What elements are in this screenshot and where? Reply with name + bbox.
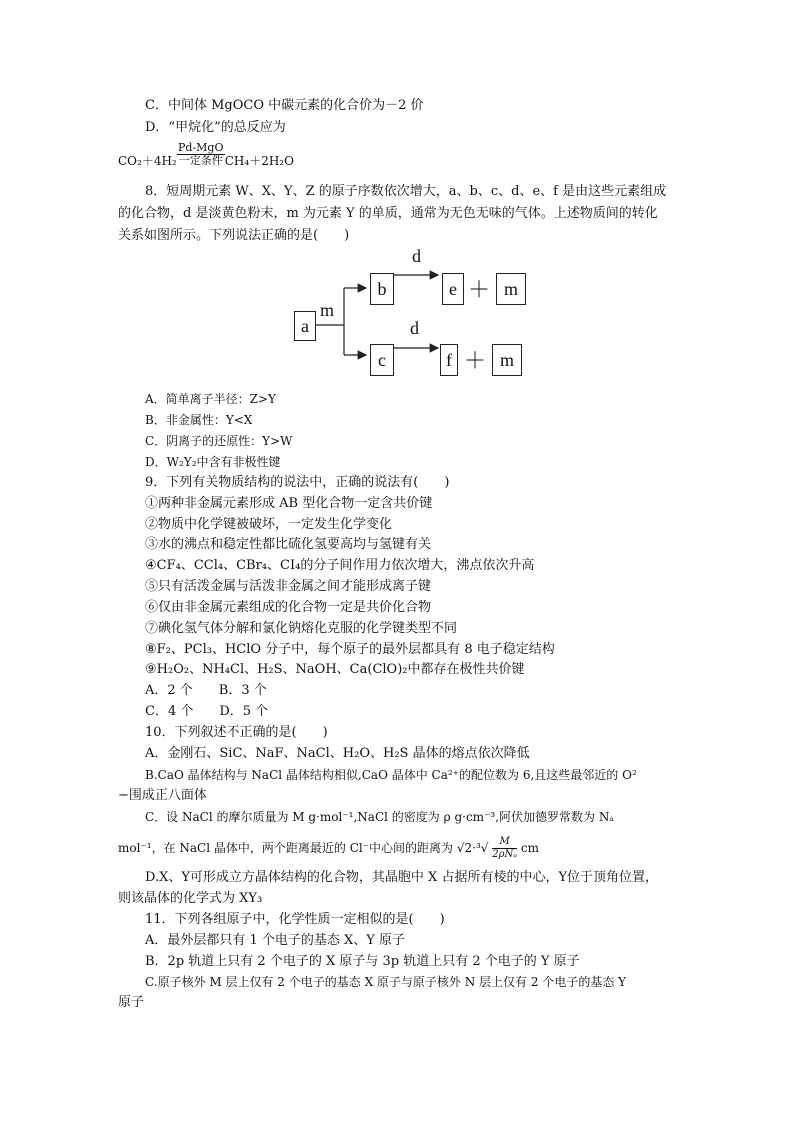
q9-item: ⑧F₂、PCl₃、HClO 分子中，每个原子的最外层都具有 8 电子稳定结构 xyxy=(145,642,555,657)
fraction xyxy=(492,836,517,861)
q11-option-c-line-1: C.原子核外 M 层上仅有 2 个电子的基态 X 原子与原子核外 N 层上仅有 2 个电子的基态 Y xyxy=(145,975,627,989)
q10-stem: 10．下列叙述不正确的是( ) xyxy=(145,725,328,740)
plus-top: ＋ xyxy=(468,278,491,303)
unit-cm: cm xyxy=(520,841,539,855)
q10-option-b-line-1: B.CaO 晶体结构与 NaCl 晶体结构相似,CaO 晶体中 Ca²⁺的配位数为 6,且这些最邻近的 O² xyxy=(145,768,637,782)
q8-option-a: A．简单离子半径：Z>Y xyxy=(145,392,276,406)
q7-option-c: C．中间体 MgOCO 中碳元素的化合价为－2 价 xyxy=(145,98,424,113)
node-m-top: m xyxy=(496,273,526,305)
q7-option-d: D．“甲烷化”的总反应为 xyxy=(145,120,286,135)
q9-item: ③水的沸点和稳定性都比硫化氢要高均与氢键有关 xyxy=(145,537,432,552)
q9-item: ⑤只有活泼金属与活泼非金属之间才能形成离子键 xyxy=(145,579,432,594)
node-a: a xyxy=(294,311,316,341)
q11-option-c-line-2: 原子 xyxy=(118,995,145,1010)
q10-option-b-line-2: −围成正八面体 xyxy=(118,788,207,803)
q8-stem-line-3: 关系如图所示。下列说法正确的是( ) xyxy=(118,228,350,243)
condition-text: 一定条件 xyxy=(178,154,223,167)
q9-options-row-2: C．4 个 D．5 个 xyxy=(145,704,269,719)
q10-option-d-line-1: D.X、Y可形成立方晶体结构的化合物，其晶胞中 X 占据所有棱的中心，Y位于顶角位置， xyxy=(145,870,659,885)
condition-catalyst: Pd-MgO xyxy=(178,141,224,154)
q11-option-a: A．最外层都只有 1 个电子的基态 X、Y 原子 xyxy=(145,933,406,948)
q9-options-row-1: A．2 个 B．3 个 xyxy=(145,683,267,698)
option-c-text: mol⁻¹，在 NaCl 晶体中，两个距离最近的 Cl⁻中心间的距离为 xyxy=(118,841,454,855)
node-f: f xyxy=(440,344,458,376)
q9-item: ④CF₄、CCl₄、CBr₄、CI₄的分子间作用力依次增大，沸点依次升高 xyxy=(145,558,535,573)
label-m-arrow: m xyxy=(320,300,335,320)
q9-item: ②物质中化学键被破坏，一定发生化学变化 xyxy=(145,517,393,532)
diagram-arrows xyxy=(0,0,794,400)
plus-bottom: ＋ xyxy=(464,349,487,374)
node-b: b xyxy=(370,273,394,305)
q9-item: ①两种非金属元素形成 AB 型化合物一定含共价键 xyxy=(145,496,433,511)
fraction-numerator: M xyxy=(492,836,517,849)
node-e: e xyxy=(442,273,464,305)
q11-option-b: B．2p 轨道上只有 2 个电子的 X 原子与 3p 轨道上只有 2 个电子的 Y 原子 xyxy=(145,954,580,969)
root-expression: √2·³√ xyxy=(456,841,489,855)
q10-option-a: A．金刚石、SiC、NaF、NaCl、H₂O、H₂S 晶体的熔点依次降低 xyxy=(145,746,530,761)
q9-item: ⑨H₂O₂、NH₄Cl、H₂S、NaOH、Ca(ClO)₂中都存在极性共价键 xyxy=(145,662,525,677)
q8-stem-line-1: 8．短周期元素 W、X、Y、Z 的原子序数依次增大，a、b、c、d、e、f 是由这些元素组成 xyxy=(145,184,667,199)
equation-right: CH₄＋2H₂O xyxy=(224,154,294,168)
q10-option-c-line-2 xyxy=(118,836,539,861)
equation-left: CO₂＋4H₂ xyxy=(118,154,177,168)
q10-option-d-line-2: 则该晶体的化学式为 XY₃ xyxy=(118,891,263,906)
q11-stem: 11．下列各组原子中，化学性质一定相似的是( ) xyxy=(145,912,445,927)
q8-stem-line-2: 的化合物，d 是淡黄色粉末，m 为元素 Y 的单质，通常为无色无味的气体。上述物质间的转化 xyxy=(118,206,658,221)
q10-option-c-line-1: C．设 NaCl 的摩尔质量为 M g·mol⁻¹,NaCl 的密度为 ρ g·cm⁻³,阿伏加德罗常数为 Nₐ xyxy=(145,810,614,824)
label-d-bottom: d xyxy=(410,318,419,338)
label-d-top: d xyxy=(412,246,421,266)
node-c: c xyxy=(370,344,394,376)
q8-option-d: D．W₂Y₂中含有非极性键 xyxy=(145,455,281,469)
node-m-bottom: m xyxy=(492,344,522,376)
q9-item: ⑦碘化氢气体分解和氯化钠熔化克服的化学键类型不同 xyxy=(145,621,458,636)
q9-item: ⑥仅由非金属元素组成的化合物一定是共价化合物 xyxy=(145,600,432,615)
q9-stem: 9．下列有关物质结构的说法中，正确的说法有( ) xyxy=(145,475,450,490)
fraction-denominator: 2ρNₐ xyxy=(492,849,518,860)
q8-option-b: B．非金属性：Y<X xyxy=(145,413,253,427)
q8-option-c: C．阴离子的还原性：Y>W xyxy=(145,434,293,448)
